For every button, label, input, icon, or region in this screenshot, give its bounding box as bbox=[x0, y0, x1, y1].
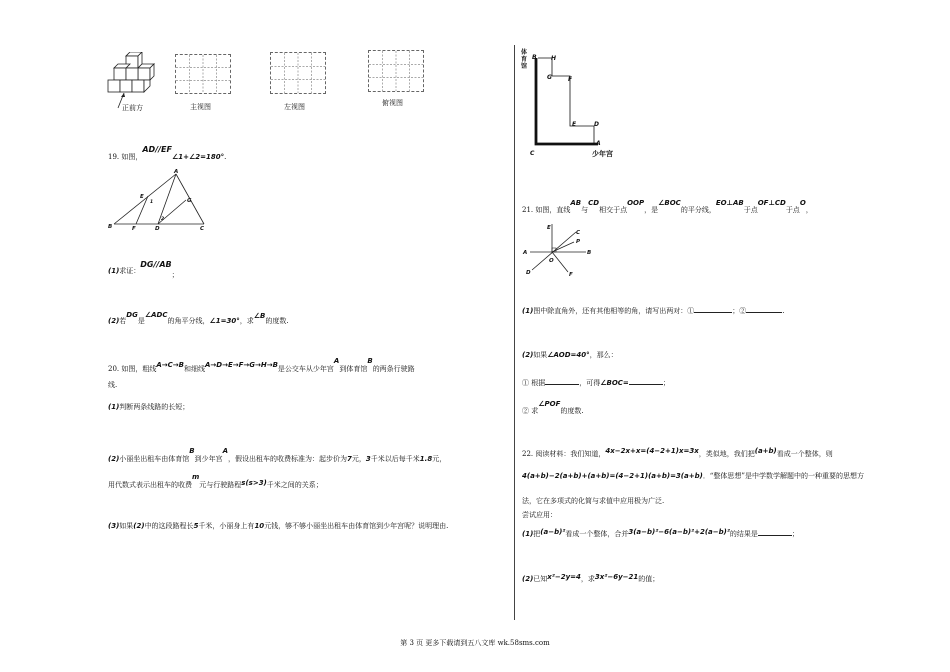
q21-answer-blank-2[interactable] bbox=[746, 305, 782, 313]
q19-label-A: A bbox=[174, 169, 179, 175]
gym-label: 体育馆 bbox=[521, 49, 528, 70]
map-label-C: C bbox=[530, 150, 535, 157]
q20-part1: (1)判断两条线路的长短； bbox=[108, 403, 190, 411]
q21-label-E: E bbox=[547, 225, 551, 231]
column-divider bbox=[514, 45, 515, 620]
q20-intro-line2: 线. bbox=[108, 381, 118, 389]
q21-part1: (1)图中除直角外，还有其他相等的角，请写出两对：① ；② . bbox=[522, 307, 785, 315]
route-map-figure bbox=[520, 46, 620, 162]
map-label-A: A bbox=[596, 140, 601, 147]
q21-label-O: O bbox=[549, 258, 554, 264]
q19-label-G: G bbox=[187, 198, 192, 204]
cube-stack-figure bbox=[104, 52, 156, 112]
left-view-grid bbox=[270, 52, 326, 94]
q19-label-C: C bbox=[200, 226, 205, 232]
q21-label-D: D bbox=[526, 270, 531, 276]
q19-label-2: 2 bbox=[161, 217, 165, 222]
map-label-G: G bbox=[547, 74, 552, 81]
q21-label-B: B bbox=[587, 250, 592, 256]
q21-label-A: A bbox=[523, 250, 528, 256]
q21-answer-blank-1[interactable] bbox=[694, 305, 732, 313]
q20-part2: (2)小丽坐出租车由体育馆B到少年宫A，假设出租车的收费标准为：起步价为7元，3千米以后每千米1.8元， bbox=[108, 447, 447, 463]
q21-boc-blank[interactable] bbox=[629, 377, 663, 385]
q22-line3: 法，它在多项式的化简与求值中应用极为广泛. bbox=[522, 497, 665, 505]
top-view-grid bbox=[368, 50, 424, 92]
q21-label-F: F bbox=[569, 272, 573, 278]
map-label-B: B bbox=[532, 54, 537, 61]
q20-intro: 20. 如图，粗线A→C→B和细线A→D→E→F→G→H→B是公交车从少年宫A到体育馆B的两条行驶路 bbox=[108, 357, 415, 373]
q21-part2: (2)如果∠AOD=40°，那么： bbox=[522, 351, 618, 359]
q19-label-B: B bbox=[108, 224, 113, 230]
q20-part2-line2: 用代数式表示出租车的收费m元与行驶路程s(s>3)千米之间的关系； bbox=[108, 473, 323, 489]
q19-part2: (2)若DG是∠ADC的角平分线，∠1=30°，求∠B的度数. bbox=[108, 311, 289, 325]
q19-part1: (1)求证：DG//AB； bbox=[108, 260, 179, 279]
q19-label-F: F bbox=[132, 226, 136, 232]
youth-palace-label: 少年宫 bbox=[592, 150, 613, 158]
q20-part3: (3)如果(2)中的这段路程长5千米，小丽身上有10元钱，够不够小丽坐出租车由体育馆到少年宫呢？说明理由. bbox=[108, 522, 449, 530]
front-direction-label: 正前方 bbox=[122, 104, 143, 112]
q21-part2-ii: ② 求∠POF的度数. bbox=[522, 400, 584, 415]
map-label-H: H bbox=[551, 55, 557, 62]
q22-part2: (2)已知x²−2y=4，求3x²−6y−21的值； bbox=[522, 573, 660, 583]
q21-part2-i: ① 根据 ，可得∠BOC= ； bbox=[522, 379, 670, 387]
top-view-label: 俯视图 bbox=[382, 99, 403, 107]
q21-intro: 21. 如图，直线AB与CD相交于点OOP，是∠BOC的平分线，EO⊥AB于点OF⊥CD于点O， bbox=[522, 199, 813, 214]
q19-label-E: E bbox=[140, 194, 144, 200]
q22-part1: (1)把(a−b)²看成一个整体，合并3(a−b)²−6(a−b)²+2(a−b)²的结果是 ； bbox=[522, 528, 799, 538]
main-view-label: 主视图 bbox=[190, 103, 211, 111]
q21-label-C: C bbox=[576, 230, 581, 236]
map-label-E: E bbox=[572, 121, 577, 128]
q22-line4: 尝试应用： bbox=[522, 511, 557, 519]
q21-label-P: P bbox=[576, 239, 581, 245]
map-label-F: F bbox=[568, 76, 573, 83]
q19-label-D: D bbox=[155, 226, 160, 232]
q21-lines-figure bbox=[522, 222, 594, 280]
main-view-grid bbox=[175, 54, 231, 94]
q22-intro: 22. 阅读材料：我们知道，4x−2x+x=(4−2+1)x=3x，类似地，我们把(a+b)看成一个整体，则 bbox=[522, 447, 833, 458]
q22-line2: 4(a+b)−2(a+b)+(a+b)=(4−2+1)(a+b)=3(a+b)．“整体思想”是中学数学解题中的一种重要的思想方 bbox=[522, 472, 864, 480]
q19-label-1: 1 bbox=[150, 200, 154, 205]
map-label-D: D bbox=[594, 121, 599, 128]
q19-triangle-figure bbox=[108, 168, 208, 232]
q22-answer-blank[interactable] bbox=[758, 528, 792, 536]
q21-reason-blank[interactable] bbox=[545, 377, 579, 385]
left-view-label: 左视图 bbox=[284, 103, 305, 111]
page-footer: 第 3 页 更多下载请到五八文库 wk.58sms.com bbox=[400, 639, 550, 647]
q19-intro: 19. 如图，AD//EF∠1+∠2=180°. bbox=[108, 145, 227, 161]
